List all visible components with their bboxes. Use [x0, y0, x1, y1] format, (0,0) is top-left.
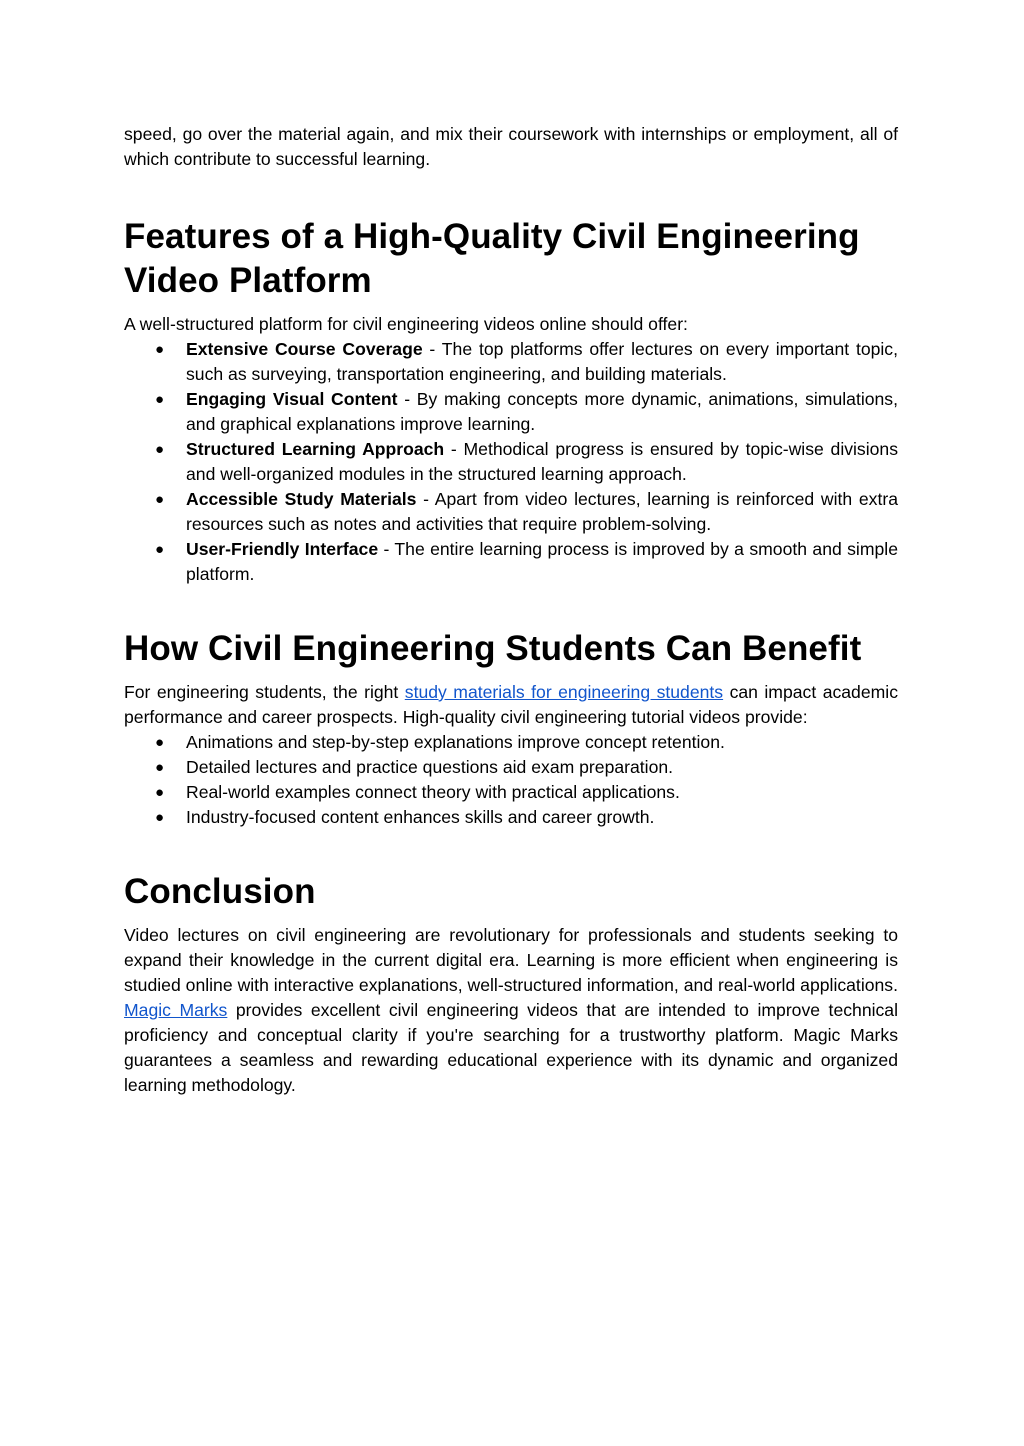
- list-item: [124, 387, 898, 437]
- benefit-lead: [124, 680, 898, 730]
- bullet-icon: ●: [155, 759, 165, 776]
- list-item: [124, 337, 898, 387]
- feature-title: Accessible Study Materials: [186, 489, 417, 509]
- list-item: [124, 755, 898, 780]
- list-item: [124, 487, 898, 537]
- bullet-icon: ●: [155, 441, 165, 458]
- feature-title: User-Friendly Interface: [186, 539, 379, 559]
- benefit-lead-after: can impact academic performance and career prospects. High-quality civil engineering tutorial videos provide:: [124, 682, 898, 727]
- benefit-text: Animations and step-by-step explanations improve concept retention.: [186, 732, 725, 752]
- features-heading: Features of a High-Quality Civil Engineering Video Platform: [124, 217, 860, 300]
- intro-paragraph: speed, go over the material again, and mix their coursework with internships or employment, all of which contribute to successful learning.: [124, 124, 898, 169]
- list-item: [124, 437, 898, 487]
- conclusion-text-before: Video lectures on civil engineering are revolutionary for professionals and students seeking to expand their knowledge in the current digital era. Learning is more efficient when engineering is studied online with interactive explanations, well-structured information, and real-world applications.: [124, 925, 898, 995]
- bullet-icon: ●: [155, 784, 165, 801]
- bullet-icon: ●: [155, 541, 165, 558]
- feature-text: - The entire learning process is improved by a smooth and simple platform.: [186, 539, 898, 584]
- feature-title: Engaging Visual Content: [186, 389, 398, 409]
- magic-marks-link[interactable]: Magic Marks: [124, 1000, 228, 1020]
- feature-text: - Methodical progress is ensured by topic-wise divisions and well-organized modules in the structured learning approach.: [186, 439, 899, 484]
- features-list: [124, 337, 898, 587]
- benefit-text: Detailed lectures and practice questions aid exam preparation.: [186, 757, 674, 777]
- benefit-list: [124, 730, 898, 830]
- list-item: [124, 537, 898, 587]
- bullet-icon: ●: [155, 491, 165, 508]
- benefit-text: Industry-focused content enhances skills and career growth.: [186, 807, 655, 827]
- feature-text: - By making concepts more dynamic, animations, simulations, and graphical explanations improve learning.: [186, 389, 898, 434]
- feature-text: - The top platforms offer lectures on every important topic, such as surveying, transportation engineering, and building materials.: [186, 339, 898, 384]
- conclusion-heading: Conclusion: [124, 872, 316, 911]
- benefit-lead-before: For engineering students, the right: [124, 682, 405, 702]
- study-materials-link[interactable]: study materials for engineering students: [404, 682, 724, 702]
- feature-title: Extensive Course Coverage: [186, 339, 423, 359]
- features-lead: A well-structured platform for civil engineering videos online should offer:: [124, 314, 688, 334]
- conclusion-text-after: provides excellent civil engineering videos that are intended to improve technical proficiency and conceptual clarity if you're searching for a trustworthy platform. Magic Marks guarantees a seamless and rewarding educational experience with its dynamic and organized learning methodology.: [124, 1000, 898, 1095]
- benefit-text: Real-world examples connect theory with practical applications.: [186, 782, 680, 802]
- feature-title: Structured Learning Approach: [186, 439, 445, 459]
- feature-text: - Apart from video lectures, learning is reinforced with extra resources such as notes and activities that require problem-solving.: [186, 489, 898, 534]
- bullet-icon: ●: [155, 391, 165, 408]
- list-item: [124, 780, 898, 805]
- list-item: [124, 730, 898, 755]
- bullet-icon: ●: [155, 341, 165, 358]
- bullet-icon: ●: [155, 734, 165, 751]
- document-page: [124, 122, 898, 1098]
- conclusion-paragraph: [124, 923, 898, 1098]
- bullet-icon: ●: [155, 809, 165, 826]
- list-item: [124, 805, 898, 830]
- benefit-heading: How Civil Engineering Students Can Benefit: [124, 629, 862, 668]
